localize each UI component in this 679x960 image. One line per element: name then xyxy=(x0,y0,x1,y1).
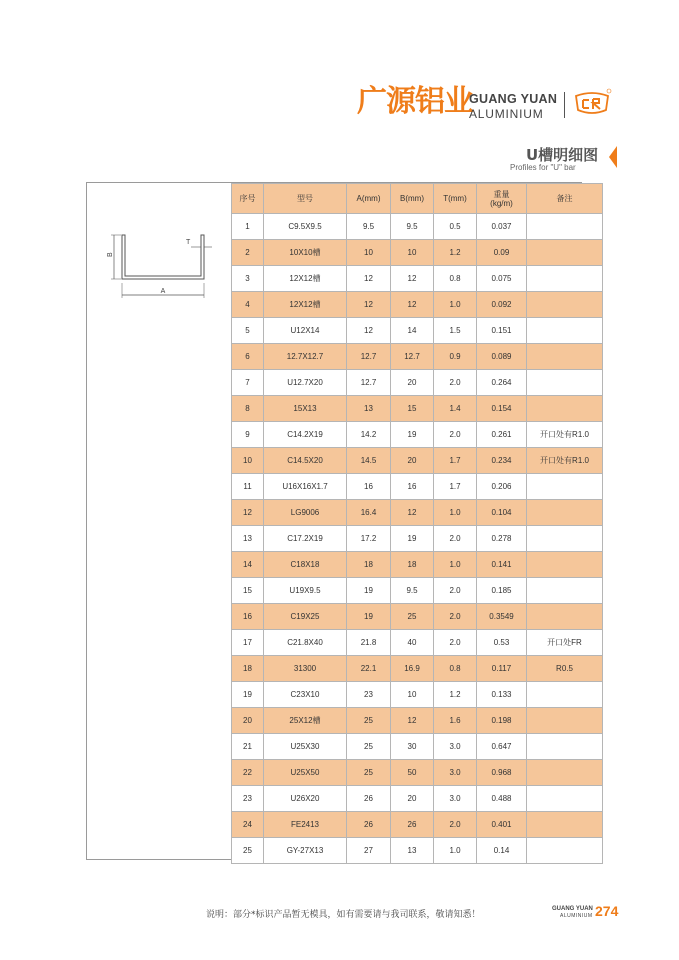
table-cell: 13 xyxy=(391,838,434,864)
table-cell: 12X12槽 xyxy=(264,292,347,318)
table-row xyxy=(232,604,603,630)
table-cell: 23 xyxy=(232,786,264,812)
table-cell: 12 xyxy=(347,318,391,344)
table-cell: 15 xyxy=(391,396,434,422)
table-cell: C14.2X19 xyxy=(264,422,347,448)
table-header-cell: 重量 (kg/m) xyxy=(477,184,527,214)
table-cell xyxy=(527,578,603,604)
diagram-label-a: A xyxy=(160,288,166,295)
table-cell: 19 xyxy=(391,422,434,448)
table-cell: 12.7 xyxy=(391,344,434,370)
table-cell: 1.5 xyxy=(434,318,477,344)
footer-brand-subname: ALUMINIUM xyxy=(560,913,593,919)
table-cell: 0.09 xyxy=(477,240,527,266)
table-cell: 12.7 xyxy=(347,344,391,370)
table-cell xyxy=(527,682,603,708)
table-cell: 12 xyxy=(391,500,434,526)
table-cell: 1.7 xyxy=(434,448,477,474)
table-row xyxy=(232,656,603,682)
table-cell: U12X14 xyxy=(264,318,347,344)
table-cell: 24 xyxy=(232,812,264,838)
table-cell: 20 xyxy=(232,708,264,734)
table-cell: U12.7X20 xyxy=(264,370,347,396)
table-cell xyxy=(527,734,603,760)
table-cell: 15X13 xyxy=(264,396,347,422)
table-cell: 16.4 xyxy=(347,500,391,526)
table-cell: 11 xyxy=(232,474,264,500)
table-cell xyxy=(527,786,603,812)
table-cell: 1.7 xyxy=(434,474,477,500)
table-cell: 0.9 xyxy=(434,344,477,370)
table-cell: 25 xyxy=(347,734,391,760)
table-cell: 16 xyxy=(347,474,391,500)
table-cell: 0.264 xyxy=(477,370,527,396)
table-row xyxy=(232,318,603,344)
table-cell: C9.5X9.5 xyxy=(264,214,347,240)
table-cell: 3.0 xyxy=(434,734,477,760)
table-cell: 25 xyxy=(347,760,391,786)
table-cell: 0.117 xyxy=(477,656,527,682)
table-cell: 0.234 xyxy=(477,448,527,474)
table-cell: 0.647 xyxy=(477,734,527,760)
table-cell: 0.133 xyxy=(477,682,527,708)
table-cell: 21.8 xyxy=(347,630,391,656)
table-cell: 1.0 xyxy=(434,552,477,578)
brand-en-subname: ALUMINIUM xyxy=(469,107,544,121)
table-cell: 1.0 xyxy=(434,500,477,526)
table-cell: 9 xyxy=(232,422,264,448)
table-cell: 26 xyxy=(347,786,391,812)
table-cell: 1.2 xyxy=(434,682,477,708)
table-cell: 1.0 xyxy=(434,838,477,864)
table-header-cell: 备注 xyxy=(527,184,603,214)
table-cell xyxy=(527,266,603,292)
table-cell: 14.2 xyxy=(347,422,391,448)
table-cell: 2 xyxy=(232,240,264,266)
table-cell: 6 xyxy=(232,344,264,370)
table-row xyxy=(232,786,603,812)
table-cell: 30 xyxy=(391,734,434,760)
table-cell: 开口处有R1.0 xyxy=(527,448,603,474)
table-cell: 9.5 xyxy=(347,214,391,240)
table-cell: 17.2 xyxy=(347,526,391,552)
table-cell: 3.0 xyxy=(434,786,477,812)
table-cell xyxy=(527,396,603,422)
table-row xyxy=(232,266,603,292)
diagram-label-b: B xyxy=(107,252,114,257)
table-cell: 0.261 xyxy=(477,422,527,448)
table-cell: 0.089 xyxy=(477,344,527,370)
section-title: U槽明细图 xyxy=(526,146,599,164)
table-cell: 0.141 xyxy=(477,552,527,578)
table-row xyxy=(232,552,603,578)
table-header-cell: T(mm) xyxy=(434,184,477,214)
table-row xyxy=(232,760,603,786)
table-cell: 20 xyxy=(391,370,434,396)
table-row xyxy=(232,578,603,604)
table-cell: FE2413 xyxy=(264,812,347,838)
table-cell: 22.1 xyxy=(347,656,391,682)
table-cell: 25 xyxy=(347,708,391,734)
table-row xyxy=(232,500,603,526)
table-cell: 18 xyxy=(347,552,391,578)
table-body xyxy=(232,214,603,864)
table-cell: 0.53 xyxy=(477,630,527,656)
brand-en-name: GUANG YUAN xyxy=(469,92,558,106)
table-cell: 15 xyxy=(232,578,264,604)
table-row xyxy=(232,214,603,240)
table-header-row xyxy=(232,184,603,214)
table-cell: 4 xyxy=(232,292,264,318)
table-cell: 9.5 xyxy=(391,578,434,604)
table-cell xyxy=(527,474,603,500)
table-cell: 16.9 xyxy=(391,656,434,682)
table-cell: 17 xyxy=(232,630,264,656)
table-row xyxy=(232,240,603,266)
table-cell: C14.5X20 xyxy=(264,448,347,474)
table-cell: 8 xyxy=(232,396,264,422)
table-cell: 31300 xyxy=(264,656,347,682)
table-cell: 14.5 xyxy=(347,448,391,474)
table-row xyxy=(232,422,603,448)
table-cell: C19X25 xyxy=(264,604,347,630)
table-cell: 1.6 xyxy=(434,708,477,734)
table-cell xyxy=(527,500,603,526)
table-cell: 19 xyxy=(391,526,434,552)
table-cell: 12.7X12.7 xyxy=(264,344,347,370)
table-cell: 18 xyxy=(391,552,434,578)
table-cell: 13 xyxy=(347,396,391,422)
table-cell: 0.401 xyxy=(477,812,527,838)
table-cell: 12 xyxy=(347,292,391,318)
table-cell xyxy=(527,370,603,396)
table-cell: 0.5 xyxy=(434,214,477,240)
table-cell: 19 xyxy=(347,578,391,604)
table-cell xyxy=(527,552,603,578)
table-cell: U19X9.5 xyxy=(264,578,347,604)
table-cell: C21.8X40 xyxy=(264,630,347,656)
table-row xyxy=(232,344,603,370)
table-cell xyxy=(527,318,603,344)
table-cell: 1.4 xyxy=(434,396,477,422)
table-cell: 0.154 xyxy=(477,396,527,422)
table-cell: 26 xyxy=(347,812,391,838)
table-cell: 0.104 xyxy=(477,500,527,526)
table-cell xyxy=(527,760,603,786)
brand-divider xyxy=(564,92,565,118)
table-header-cell: 型号 xyxy=(264,184,347,214)
table-cell: C17.2X19 xyxy=(264,526,347,552)
u-profile-diagram xyxy=(100,225,215,305)
table-cell: 26 xyxy=(391,812,434,838)
section-subtitle: Profiles for "U" bar xyxy=(510,163,576,172)
table-cell: R0.5 xyxy=(527,656,603,682)
table-row xyxy=(232,396,603,422)
table-cell: 7 xyxy=(232,370,264,396)
table-row xyxy=(232,682,603,708)
table-row xyxy=(232,370,603,396)
table-row xyxy=(232,630,603,656)
table-cell: 2.0 xyxy=(434,526,477,552)
table-cell: 2.0 xyxy=(434,578,477,604)
brand-logo-icon xyxy=(572,88,612,120)
table-cell: 2.0 xyxy=(434,370,477,396)
table-cell: 10 xyxy=(232,448,264,474)
table-cell: U25X50 xyxy=(264,760,347,786)
table-row xyxy=(232,812,603,838)
table-cell: 27 xyxy=(347,838,391,864)
table-cell: 21 xyxy=(232,734,264,760)
table-cell: 10 xyxy=(391,682,434,708)
table-cell xyxy=(527,526,603,552)
table-cell: 开口处有R1.0 xyxy=(527,422,603,448)
table-row xyxy=(232,292,603,318)
table-cell: 0.185 xyxy=(477,578,527,604)
table-cell: 2.0 xyxy=(434,630,477,656)
table-cell: GY-27X13 xyxy=(264,838,347,864)
profile-spec-table xyxy=(231,183,603,864)
table-cell: 开口处FR xyxy=(527,630,603,656)
table-cell xyxy=(527,214,603,240)
diagram-label-t: T xyxy=(186,239,191,246)
table-cell: 3.0 xyxy=(434,760,477,786)
table-cell: 23 xyxy=(347,682,391,708)
table-cell: 0.968 xyxy=(477,760,527,786)
table-cell: 2.0 xyxy=(434,812,477,838)
table-cell: U25X30 xyxy=(264,734,347,760)
table-cell: 10X10槽 xyxy=(264,240,347,266)
table-cell: 2.0 xyxy=(434,604,477,630)
table-cell: 16 xyxy=(232,604,264,630)
table-cell xyxy=(527,292,603,318)
table-cell: 14 xyxy=(391,318,434,344)
page-number: 274 xyxy=(595,903,619,919)
table-cell: 0.8 xyxy=(434,266,477,292)
table-row xyxy=(232,734,603,760)
table-cell: 1.2 xyxy=(434,240,477,266)
table-cell: 9.5 xyxy=(391,214,434,240)
table-row xyxy=(232,838,603,864)
table-header-cell: B(mm) xyxy=(391,184,434,214)
table-cell: 14 xyxy=(232,552,264,578)
table-cell: 12 xyxy=(232,500,264,526)
table-cell: 19 xyxy=(347,604,391,630)
table-row xyxy=(232,448,603,474)
table-cell: U16X16X1.7 xyxy=(264,474,347,500)
table-cell: 2.0 xyxy=(434,422,477,448)
table-cell: 0.488 xyxy=(477,786,527,812)
table-cell: 0.037 xyxy=(477,214,527,240)
table-cell: 22 xyxy=(232,760,264,786)
table-cell: 0.3549 xyxy=(477,604,527,630)
table-cell: 40 xyxy=(391,630,434,656)
table-cell: 25 xyxy=(232,838,264,864)
table-cell: 5 xyxy=(232,318,264,344)
table-cell: 0.206 xyxy=(477,474,527,500)
table-cell: 19 xyxy=(232,682,264,708)
table-header-cell: A(mm) xyxy=(347,184,391,214)
table-cell: C23X10 xyxy=(264,682,347,708)
section-tab-marker xyxy=(609,146,617,168)
table-cell: 25X12槽 xyxy=(264,708,347,734)
table-cell: 12 xyxy=(391,708,434,734)
table-cell: 12 xyxy=(347,266,391,292)
table-cell: 50 xyxy=(391,760,434,786)
table-cell xyxy=(527,838,603,864)
table-cell: 20 xyxy=(391,448,434,474)
table-cell xyxy=(527,708,603,734)
table-cell: 13 xyxy=(232,526,264,552)
table-cell xyxy=(527,240,603,266)
table-header-cell: 序号 xyxy=(232,184,264,214)
table-cell: 0.8 xyxy=(434,656,477,682)
table-cell: 12 xyxy=(391,266,434,292)
table-cell xyxy=(527,812,603,838)
table-cell: 0.092 xyxy=(477,292,527,318)
footer-note: 说明：部分*标识产品暂无模具，如有需要请与我司联系，敬请知悉！ xyxy=(206,910,481,920)
table-cell: 0.278 xyxy=(477,526,527,552)
table-row xyxy=(232,708,603,734)
table-cell: 16 xyxy=(391,474,434,500)
table-cell: 1 xyxy=(232,214,264,240)
table-row xyxy=(232,474,603,500)
table-cell: LG9006 xyxy=(264,500,347,526)
footer-brand-name: GUANG YUAN xyxy=(552,906,593,912)
table-cell xyxy=(527,604,603,630)
table-cell: 0.198 xyxy=(477,708,527,734)
table-cell: 12 xyxy=(391,292,434,318)
table-cell: 3 xyxy=(232,266,264,292)
table-cell: C18X18 xyxy=(264,552,347,578)
table-cell: 0.075 xyxy=(477,266,527,292)
table-cell: 1.0 xyxy=(434,292,477,318)
u-profile-shape xyxy=(122,235,204,279)
table-row xyxy=(232,526,603,552)
table-cell: 25 xyxy=(391,604,434,630)
table-cell: 12X12槽 xyxy=(264,266,347,292)
table-cell: 10 xyxy=(391,240,434,266)
table-cell: 10 xyxy=(347,240,391,266)
table-cell: 0.151 xyxy=(477,318,527,344)
table-cell: 18 xyxy=(232,656,264,682)
table-cell xyxy=(527,344,603,370)
table-cell: 12.7 xyxy=(347,370,391,396)
brand-cn-name: 广源铝业 xyxy=(357,84,473,119)
table-cell: U26X20 xyxy=(264,786,347,812)
table-cell: 20 xyxy=(391,786,434,812)
table-cell: 0.14 xyxy=(477,838,527,864)
